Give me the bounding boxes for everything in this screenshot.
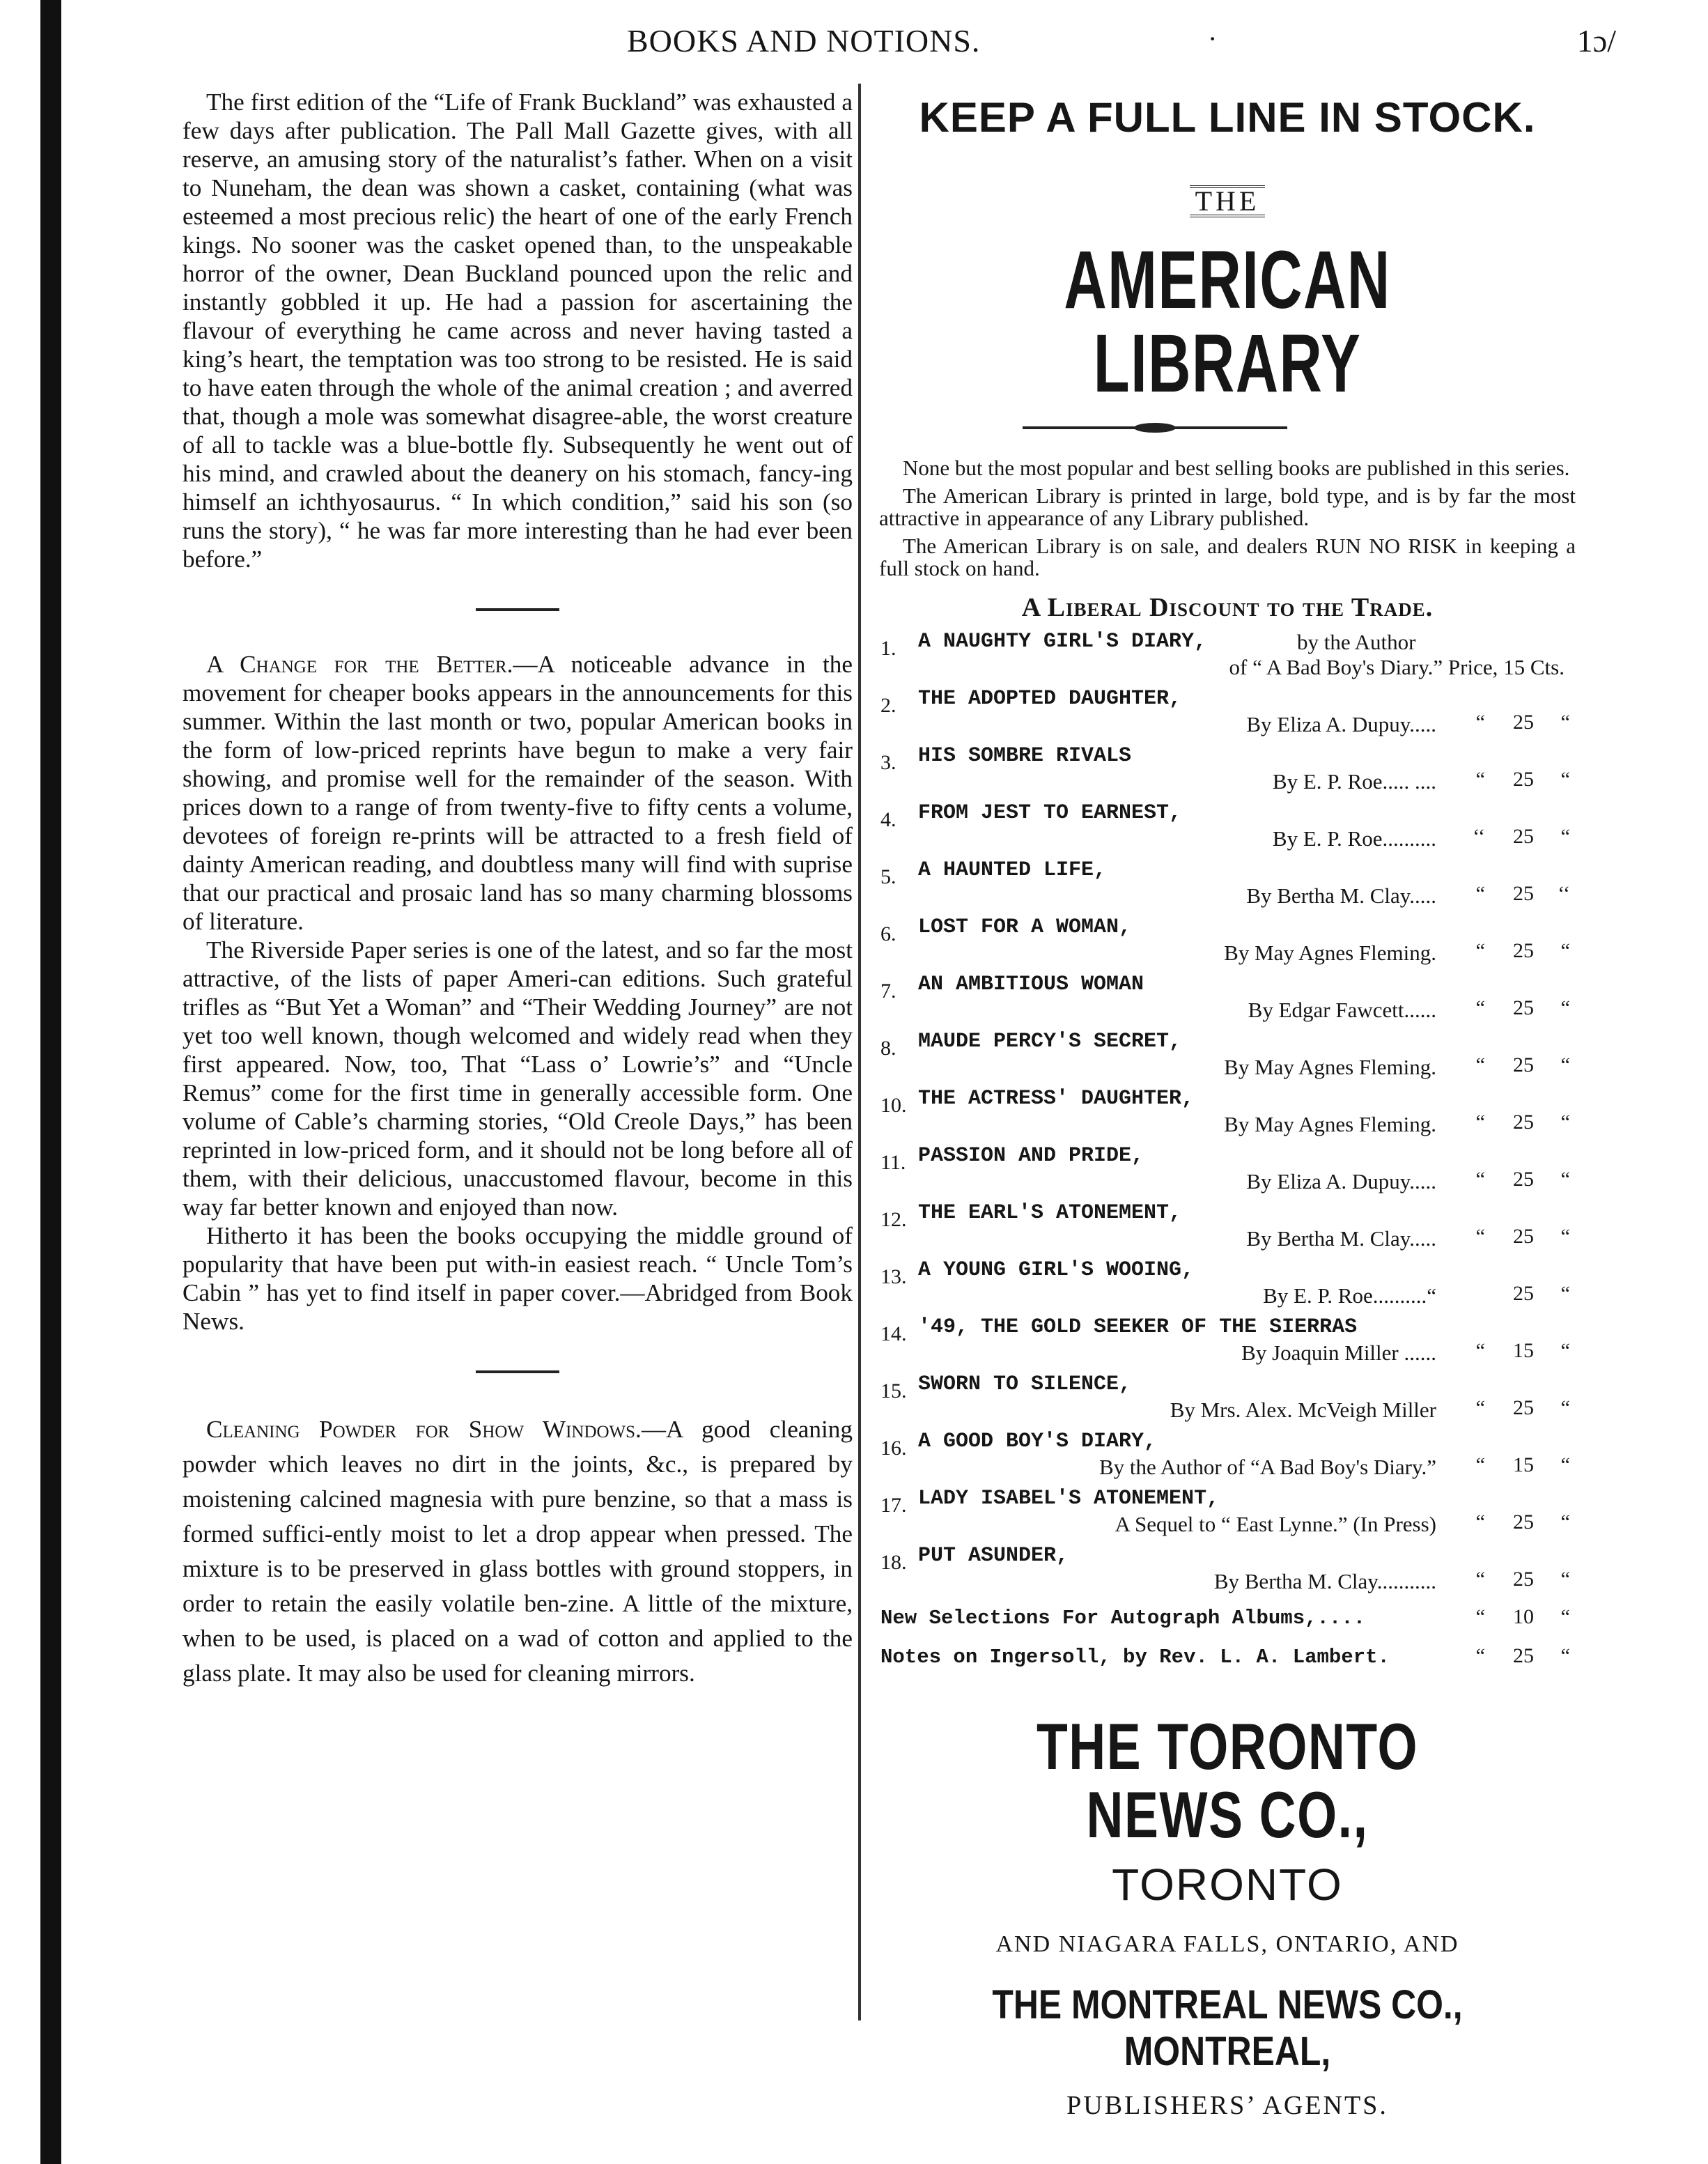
ditto-mark: “ <box>1475 1644 1485 1667</box>
book-title: FROM JEST TO EARNEST, <box>918 801 1182 825</box>
ditto-mark: “ <box>1560 1053 1570 1076</box>
book-title: THE EARL'S ATONEMENT, <box>918 1201 1182 1225</box>
publishers-agents: PUBLISHERS’ AGENTS. <box>1066 2091 1388 2120</box>
extra-label: New Selections For Autograph Albums,.... <box>880 1607 1366 1630</box>
ditto-mark: ‘‘ <box>1473 825 1485 848</box>
book-title: PUT ASUNDER, <box>918 1544 1069 1568</box>
ditto-mark: “ <box>1560 768 1570 791</box>
niagara-line: AND NIAGARA FALLS, ONTARIO, AND <box>995 1931 1459 1957</box>
toronto-news-co: THE TORONTO NEWS CO., <box>1036 1710 1419 1851</box>
book-title: SWORN TO SILENCE, <box>918 1373 1132 1396</box>
book-number: 13. <box>880 1265 907 1288</box>
price: 15 <box>1513 1453 1534 1476</box>
ditto-mark: “ <box>1560 1225 1570 1248</box>
price: 10 <box>1513 1605 1534 1628</box>
book-author: By the Author of “A Bad Boy's Diary.” <box>1098 1455 1436 1479</box>
library-intro <box>879 457 1576 580</box>
book-list-item <box>879 801 1576 858</box>
ditto-mark: “ <box>1560 1510 1570 1533</box>
book-author: By Mrs. Alex. McVeigh Miller <box>1170 1398 1436 1422</box>
price: 25 <box>1513 1168 1534 1191</box>
book-number: 18. <box>880 1551 907 1574</box>
change-heading: A Change for the Better. <box>206 651 513 678</box>
discount-heading: A Liberal Discount to the Trade. <box>1021 593 1434 622</box>
book-title: PASSION AND PRIDE, <box>918 1144 1144 1168</box>
book-number: 7. <box>880 980 896 1003</box>
change-body: —A noticeable advance in the movement for cheaper books appears in the announcements for this summer. Within the last month or two, popular American books in the form of low-priced reprints have begun to make a very fair showing, and promise well for the remainder of the season. With prices down to a range of from twenty-five to fifty cents a volume, devotees of foreign re-prints will be attracted to a fresh field of dainty American reading, and doubtless many will find with suprise that our practical and prosaic land has so many charming blossoms of literature. <box>183 651 853 935</box>
cleaning-heading: Cleaning Powder for Show Windows. <box>206 1416 642 1443</box>
the-label: THE <box>879 185 1576 217</box>
ditto-mark: “ <box>1475 1225 1485 1248</box>
change-article-p1 <box>183 650 853 936</box>
book-author: By May Agnes Fleming. <box>1224 941 1436 965</box>
book-number: 4. <box>880 808 896 831</box>
book-number: 8. <box>880 1037 896 1060</box>
book-list-item <box>879 687 1576 744</box>
ditto-mark: “ <box>1560 1282 1570 1305</box>
cleaning-body: —A good cleaning powder which leaves no dirt in the joints, &c., is prepared by moistening calcined magnesia with pure benzine, so that a mass is formed suffici-ently moist to let a drop appear when pressed. The mixture is to be preserved in glass bottles with ground stoppers, in order to retain the easily volatile ben-zine. A little of the mixture, when to be used, is placed on a wad of cotton and applied to the glass plate. It may also be used for cleaning mirrors. <box>183 1416 853 1687</box>
extra-listing <box>879 1640 1576 1679</box>
price: 25 <box>1513 1644 1534 1667</box>
change-article-p2: The Riverside Paper series is one of the latest, and so far the most attractive, of the lists of paper Ameri-can editions. Such grateful trifles as “But Yet a Woman” and “Their Wedding Journey” are not yet too well known, though welcomed and widely read when they first appeared. Now, too, That “Lass o’ Lowrie’s” and “Uncle Remus” come for the first time in generally accessible form. One volume of Cable’s charming stories, “Old Creole Days,” has been reprinted in low-priced form, and it should not be long before all of them, with their delicious, unaccustomed flavour, become in this way far better known and enjoyed than now. <box>183 936 853 1221</box>
ditto-mark: “ <box>1475 1339 1485 1362</box>
ditto-mark: “ <box>1560 1644 1570 1667</box>
book-list <box>879 687 1576 1601</box>
change-article-p3: Hitherto it has been the books occupying the middle ground of popularity that have been put with-in easiest reach. “ Uncle Tom’s Cabin ” has yet to find itself in paper cover.—Abridged from Book News. <box>183 1222 853 1335</box>
book-author: of “ A Bad Boy's Diary.” Price, 15 Cts. <box>1229 655 1565 679</box>
left-column <box>183 88 853 1691</box>
book-title: THE ADOPTED DAUGHTER, <box>918 687 1182 711</box>
right-column-advertisement <box>879 88 1576 2121</box>
ditto-mark: “ <box>1475 1605 1485 1628</box>
book-number: 12. <box>880 1208 907 1231</box>
book-author: By E. P. Roe..... .... <box>1272 769 1436 794</box>
book-list-item <box>879 858 1576 915</box>
book-title: LOST FOR A WOMAN, <box>918 915 1132 939</box>
ditto-mark: “ <box>1475 1453 1485 1476</box>
price: 25 <box>1513 996 1534 1019</box>
ditto-mark: “ <box>1560 1168 1570 1191</box>
book-list-item <box>879 915 1576 973</box>
book-author: By Eliza A. Dupuy..... <box>1246 1169 1436 1193</box>
book-author: A Sequel to “ East Lynne.” (In Press) <box>1115 1512 1436 1536</box>
book-title: A HAUNTED LIFE, <box>918 858 1107 882</box>
ditto-mark: “ <box>1560 1568 1570 1591</box>
ditto-mark: “ <box>1560 1111 1570 1134</box>
page-number: 1ɔ/ <box>1576 23 1616 59</box>
book-author: By Edgar Fawcett...... <box>1248 998 1436 1022</box>
book-author: By Eliza A. Dupuy..... <box>1246 712 1436 736</box>
book-title: '49, THE GOLD SEEKER OF THE SIERRAS <box>918 1315 1358 1339</box>
book-number: 16. <box>880 1437 907 1460</box>
book-list-item <box>879 630 1576 687</box>
ditto-mark: “ <box>1560 996 1570 1019</box>
book-title: A NAUGHTY GIRL'S DIARY, <box>918 630 1207 654</box>
intro-paragraph-2: The American Library is printed in large, bold type, and is by far the most attractive in appearance of any Library published. <box>879 484 1576 530</box>
book-title: HIS SOMBRE RIVALS <box>918 744 1132 768</box>
book-author: By E. P. Roe.......... <box>1272 826 1436 851</box>
book-number: 17. <box>880 1494 907 1517</box>
book-list-item <box>879 1430 1576 1487</box>
book-author: By Bertha M. Clay........... <box>1213 1569 1436 1593</box>
american-library-title: AMERICAN LIBRARY <box>1064 234 1391 410</box>
book-list-item <box>879 744 1576 801</box>
ditto-mark: “ <box>1560 825 1570 848</box>
book-number: 3. <box>880 751 896 774</box>
book-title-continuation: by the Author <box>1297 630 1416 654</box>
price: 25 <box>1513 1225 1534 1248</box>
extra-label: Notes on Ingersoll, by Rev. L. A. Lambert. <box>880 1646 1390 1669</box>
book-list-item <box>879 1258 1576 1315</box>
ditto-mark: “ <box>1475 1111 1485 1134</box>
ditto-mark: “ <box>1475 711 1485 734</box>
price: 25 <box>1513 939 1534 962</box>
book-title: LADY ISABEL'S ATONEMENT, <box>918 1487 1220 1510</box>
price: 25 <box>1513 1510 1534 1533</box>
column-divider <box>858 84 861 2020</box>
book-list-item <box>879 1030 1576 1087</box>
ditto-mark: “ <box>1560 939 1570 962</box>
book-number: 15. <box>880 1379 907 1402</box>
book-title: AN AMBITIOUS WOMAN <box>918 973 1144 996</box>
ditto-mark: “ <box>1475 996 1485 1019</box>
book-number: 6. <box>880 922 896 945</box>
book-list-item <box>879 1487 1576 1544</box>
page-binding-edge <box>40 0 61 2164</box>
book-number: 11. <box>880 1151 906 1174</box>
price: 25 <box>1513 1568 1534 1591</box>
toronto-city: TORONTO <box>1112 1860 1343 1910</box>
book-number: 10. <box>880 1094 907 1117</box>
book-title: MAUDE PERCY'S SECRET, <box>918 1030 1182 1053</box>
price: 25 <box>1513 768 1534 791</box>
book-number: 1. <box>880 637 896 660</box>
book-author: By Bertha M. Clay..... <box>1246 883 1436 908</box>
book-list-item <box>879 1544 1576 1601</box>
extra-listing <box>879 1601 1576 1640</box>
ditto-mark: “ <box>1475 939 1485 962</box>
page-header <box>98 22 1616 64</box>
book-list-item <box>879 973 1576 1030</box>
intro-paragraph-3: The American Library is on sale, and dealers RUN NO RISK in keeping a full stock on hand. <box>879 534 1576 580</box>
price: 15 <box>1513 1339 1534 1362</box>
ditto-mark: “ <box>1475 1396 1485 1419</box>
book-list-item <box>879 1373 1576 1430</box>
price: 25 <box>1513 1111 1534 1134</box>
book-title: A GOOD BOY'S DIARY, <box>918 1430 1157 1453</box>
book-number: 2. <box>880 694 896 717</box>
ditto-mark: “ <box>1560 1396 1570 1419</box>
price: 25 <box>1513 1282 1534 1305</box>
price: 25 <box>1513 1053 1534 1076</box>
book-list-item <box>879 1315 1576 1373</box>
price: 25 <box>1513 1396 1534 1419</box>
book-author: By Joaquin Miller ...... <box>1241 1340 1436 1365</box>
book-title: A YOUNG GIRL'S WOOING, <box>918 1258 1195 1282</box>
ditto-mark: “ <box>1560 1605 1570 1628</box>
keep-stock-headline: KEEP A FULL LINE IN STOCK. <box>919 94 1536 141</box>
cleaning-article <box>183 1412 853 1691</box>
book-author: By Bertha M. Clay..... <box>1246 1226 1436 1251</box>
price: 25 <box>1513 825 1534 848</box>
book-list-item <box>879 1144 1576 1201</box>
running-title: BOOKS AND NOTIONS. <box>627 23 981 59</box>
ornamental-rule <box>879 421 1576 435</box>
intro-paragraph-1: None but the most popular and best selling books are published in this series. <box>903 456 1570 480</box>
ditto-mark: “ <box>1560 1453 1570 1476</box>
ditto-mark: “ <box>1475 768 1485 791</box>
montreal-news-co: THE MONTREAL NEWS CO., MONTREAL, <box>992 1982 1463 2074</box>
ditto-mark: “ <box>1560 1339 1570 1362</box>
price: 25 <box>1513 711 1534 734</box>
book-number: 5. <box>880 865 896 888</box>
ditto-mark: “ <box>1475 1568 1485 1591</box>
buckland-article: The first edition of the “Life of Frank Buckland” was exhausted a few days after publication. The Pall Mall Gazette gives, with all reserve, an amusing story of the naturalist’s father. When on a visit to Nuneham, the dean was shown a casket, containing (what was esteemed a most precious relic) the heart of one of the early French kings. No sooner was the casket opened than, to the unspeakable horror of the owner, Dean Buckland pounced upon the relic and instantly gobbled it up. He had a passion for ascertaining the flavour of everything he came across and never having tasted a king’s heart, the temptation was too strong to be resisted. He is said to have eaten through the whole of the animal creation ; and averred that, though a mole was somewhat disagree-able, the worst creature of all to tackle was a blue-bottle fly. Subsequently he went out of his mind, and crawled about the deanery on his stomach, fancy-ing himself an ichthyosaurus. “ In which condition,” said his son (so runs the story), “ he was far more interesting than he had ever been before.” <box>183 88 853 573</box>
ditto-mark: “ <box>1475 882 1485 905</box>
book-title: THE ACTRESS' DAUGHTER, <box>918 1087 1195 1111</box>
ditto-mark: “ <box>1560 711 1570 734</box>
ditto-mark: “ <box>1475 1510 1485 1533</box>
book-list-item <box>879 1201 1576 1258</box>
book-author: By May Agnes Fleming. <box>1224 1055 1436 1079</box>
ditto-mark: “ <box>1475 1053 1485 1076</box>
book-number: 14. <box>880 1322 907 1345</box>
ditto-mark: “ <box>1475 1168 1485 1191</box>
ditto-mark: ‘‘ <box>1558 882 1570 905</box>
book-author: By May Agnes Fleming. <box>1224 1112 1436 1136</box>
header-dot: · <box>1208 23 1218 54</box>
book-author: By E. P. Roe..........“ <box>1263 1283 1436 1308</box>
book-list-item <box>879 1087 1576 1144</box>
price: 25 <box>1513 882 1534 905</box>
